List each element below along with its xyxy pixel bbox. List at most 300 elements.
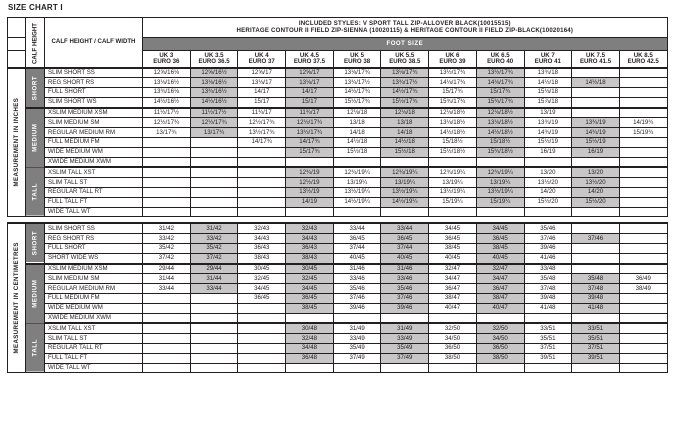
size-value: 39/51 — [524, 353, 572, 363]
uk-size: UK 7.5 — [586, 51, 606, 59]
chart-title: SIZE CHART I — [8, 3, 63, 12]
size-value — [238, 178, 286, 188]
size-value: 40/47 — [429, 303, 477, 313]
size-value: 15½/18 — [381, 147, 429, 157]
size-value — [190, 138, 238, 148]
row-label: XWIDE MEDIUM XWM — [45, 157, 143, 167]
size-value: 36/49 — [619, 274, 667, 284]
table-row — [8, 264, 668, 274]
size-value — [143, 147, 191, 157]
size-value — [619, 323, 667, 333]
size-value: 40/45 — [476, 253, 524, 263]
foot-size-column-header — [333, 51, 381, 68]
table-row — [8, 167, 668, 177]
size-value: 15½/18½ — [429, 147, 477, 157]
size-value: 36/43 — [286, 244, 334, 254]
size-value: 33/44 — [381, 223, 429, 233]
size-value: 34/45 — [429, 223, 477, 233]
table-row — [8, 234, 668, 244]
size-value: 12¾/19¼ — [333, 167, 381, 177]
size-value: 37/42 — [143, 253, 191, 263]
size-value: 37/51 — [572, 344, 620, 354]
size-value: 36/43 — [238, 244, 286, 254]
size-value: 35/46 — [524, 223, 572, 233]
size-value: 33/48 — [524, 264, 572, 274]
size-value — [619, 353, 667, 363]
row-label: FULL MEDIUM FM — [45, 294, 143, 304]
euro-size: EURO 38.5 — [389, 57, 421, 65]
size-value: 38/43 — [286, 253, 334, 263]
size-value: 12⅝/16⅛ — [143, 68, 191, 78]
size-value: 14½/19¼ — [333, 197, 381, 207]
size-value: 36/45 — [429, 234, 477, 244]
size-value: 14/19¾ — [619, 118, 667, 128]
size-value — [143, 138, 191, 148]
size-value: 34/43 — [238, 234, 286, 244]
size-value: 13¾/18 — [524, 68, 572, 78]
size-value: 33/44 — [333, 223, 381, 233]
size-value — [476, 207, 524, 217]
size-value: 31/44 — [143, 274, 191, 284]
size-value: 15½/17¾ — [333, 97, 381, 107]
foot-size-column-header — [429, 51, 477, 68]
uk-size: UK 4.5 — [299, 51, 319, 59]
size-value: 32/45 — [238, 274, 286, 284]
size-value: 37/44 — [381, 244, 429, 254]
size-value — [190, 197, 238, 207]
size-value: 35/51 — [572, 334, 620, 344]
uk-size: UK 5 — [350, 51, 365, 59]
size-value: 37/46 — [524, 234, 572, 244]
table-row — [8, 178, 668, 188]
table-row — [8, 334, 668, 344]
size-value: 35/48 — [524, 274, 572, 284]
size-value: 13½/19¼ — [429, 188, 477, 198]
size-value — [619, 147, 667, 157]
size-value — [238, 167, 286, 177]
size-value — [476, 313, 524, 323]
group-label: MEDIUM — [26, 108, 45, 168]
size-value: 15¾/18½ — [476, 147, 524, 157]
table-row — [8, 207, 668, 217]
size-value: 38/47 — [429, 294, 477, 304]
size-value: 14/18 — [333, 128, 381, 138]
size-value: 37/46 — [333, 294, 381, 304]
section-label: MEASUREMENT IN CENTIMETRES — [8, 223, 26, 372]
size-value: 15¾/17¾ — [429, 97, 477, 107]
size-value: 12⅛/18½ — [476, 108, 524, 118]
size-value: 13/18 — [333, 118, 381, 128]
size-value: 13/19¼ — [476, 178, 524, 188]
size-value: 36/50 — [476, 344, 524, 354]
size-value — [619, 344, 667, 354]
size-value: 12¾/19 — [286, 167, 334, 177]
size-value — [190, 323, 238, 333]
size-value — [333, 207, 381, 217]
size-value: 33/42 — [190, 234, 238, 244]
size-value — [238, 188, 286, 198]
size-value — [619, 234, 667, 244]
size-value: 34/50 — [429, 334, 477, 344]
uk-size: UK 7 — [540, 51, 555, 59]
size-value — [286, 207, 334, 217]
row-label: FULL SHORT — [45, 244, 143, 254]
size-value: 13½/17¾ — [238, 128, 286, 138]
size-value — [619, 264, 667, 274]
size-value — [190, 313, 238, 323]
size-value — [238, 157, 286, 167]
size-value: 35/49 — [333, 344, 381, 354]
size-value: 37/44 — [333, 244, 381, 254]
group-label: SHORT — [26, 223, 45, 263]
size-value: 14½/17¾ — [381, 88, 429, 98]
size-value: 34/47 — [476, 274, 524, 284]
size-value: 13⅛/18½ — [429, 118, 477, 128]
foot-size-column-header — [524, 51, 572, 68]
size-value — [143, 344, 191, 354]
size-value: 36/50 — [429, 344, 477, 354]
size-value: 38/47 — [476, 294, 524, 304]
size-value: 12½/17¾ — [190, 118, 238, 128]
size-value — [143, 353, 191, 363]
table-row — [8, 157, 668, 167]
size-value: 31/49 — [333, 323, 381, 333]
row-label: WIDE TALL WT — [45, 363, 143, 373]
size-value: 13½/17¾ — [429, 68, 477, 78]
size-value — [143, 334, 191, 344]
size-value: 14½/18 — [524, 78, 572, 88]
size-value: 13¾/16½ — [190, 88, 238, 98]
row-label: XSLIM MEDIUM XSM — [45, 108, 143, 118]
size-value: 14½/17¾ — [333, 88, 381, 98]
size-value — [572, 68, 620, 78]
table-row — [8, 284, 668, 294]
size-value: 32/47 — [476, 264, 524, 274]
size-value: 15/17 — [238, 97, 286, 107]
row-label: REG SHORT RS — [45, 234, 143, 244]
foot-size-column-header — [238, 51, 286, 68]
size-value: 30/45 — [238, 264, 286, 274]
size-value: 38/50 — [429, 353, 477, 363]
size-value: 30/45 — [286, 264, 334, 274]
size-value: 37/49 — [333, 353, 381, 363]
size-value: 13½/17¾ — [476, 68, 524, 78]
size-value: 36/45 — [476, 234, 524, 244]
size-value: 15/17¾ — [286, 147, 334, 157]
size-value: 13¾/16⅛ — [143, 88, 191, 98]
size-value — [572, 244, 620, 254]
row-label: REG SHORT RS — [45, 78, 143, 88]
size-value — [381, 363, 429, 373]
euro-size: EURO 41 — [534, 57, 561, 65]
size-value — [524, 313, 572, 323]
group-label: TALL — [26, 323, 45, 372]
header-spacer — [8, 38, 26, 51]
foot-size-column-header — [143, 51, 191, 68]
size-value: 36/45 — [333, 234, 381, 244]
row-label: WIDE TALL WT — [45, 207, 143, 217]
size-value — [572, 97, 620, 107]
size-value: 39/48 — [524, 294, 572, 304]
size-value: 31/44 — [190, 274, 238, 284]
size-value: 13/19 — [524, 108, 572, 118]
size-value: 39/46 — [381, 303, 429, 313]
size-value: 15¾/17¾ — [476, 97, 524, 107]
size-value — [190, 303, 238, 313]
foot-size-column-header — [381, 51, 429, 68]
size-value — [190, 167, 238, 177]
size-value — [143, 157, 191, 167]
size-value — [190, 207, 238, 217]
row-label: SLIM SHORT WS — [45, 97, 143, 107]
size-value: 37/42 — [190, 253, 238, 263]
header-row-styles — [8, 18, 668, 38]
size-value: 34/45 — [238, 284, 286, 294]
size-value: 14/17¾ — [238, 138, 286, 148]
size-value: 13⅛/16½ — [190, 78, 238, 88]
size-value: 14/17 — [238, 88, 286, 98]
size-value: 15/17¾ — [429, 88, 477, 98]
size-value: 15/19¾ — [619, 128, 667, 138]
size-value: 11½/17½ — [143, 108, 191, 118]
size-value — [572, 223, 620, 233]
row-label: SLIM TALL ST — [45, 178, 143, 188]
size-value: 32/50 — [476, 323, 524, 333]
size-value — [238, 313, 286, 323]
size-value: 35/51 — [524, 334, 572, 344]
size-value: 39/46 — [333, 303, 381, 313]
euro-size: EURO 41.5 — [579, 57, 612, 65]
header-spacer — [8, 18, 26, 38]
size-value: 31/46 — [333, 264, 381, 274]
size-value — [381, 313, 429, 323]
size-value: 14½/16½ — [190, 97, 238, 107]
size-value: 13/17¾ — [143, 128, 191, 138]
size-value: 11½/17½ — [190, 108, 238, 118]
size-value — [190, 344, 238, 354]
size-value: 40/45 — [381, 253, 429, 263]
size-value: 35/49 — [381, 344, 429, 354]
size-value — [143, 188, 191, 198]
row-label: REGULAR MEDIUM RM — [45, 128, 143, 138]
size-value: 40/45 — [429, 253, 477, 263]
size-value — [572, 207, 620, 217]
size-value — [619, 303, 667, 313]
size-value: 13¾/19 — [524, 118, 572, 128]
size-value: 15⅞/18 — [524, 97, 572, 107]
size-value — [476, 363, 524, 373]
foot-size-header: FOOT SIZE — [143, 38, 668, 51]
uk-size: UK 4 — [254, 51, 269, 59]
size-value — [429, 157, 477, 167]
size-value: 14¾/19 — [572, 128, 620, 138]
size-value: 37/46 — [572, 234, 620, 244]
table-row — [8, 138, 668, 148]
row-label: XSLIM TALL XST — [45, 167, 143, 177]
size-value: 12½/19 — [286, 178, 334, 188]
size-value: 35/42 — [190, 244, 238, 254]
size-chart-table — [7, 17, 668, 373]
size-value — [524, 207, 572, 217]
size-value — [238, 363, 286, 373]
size-value: 15½/19 — [524, 138, 572, 148]
size-value: 14½/18½ — [429, 128, 477, 138]
size-value: 13⅛/17¾ — [333, 68, 381, 78]
size-value — [381, 207, 429, 217]
size-value: 12½/17¾ — [286, 118, 334, 128]
size-value — [572, 264, 620, 274]
group-label: MEDIUM — [26, 264, 45, 324]
size-value — [238, 334, 286, 344]
size-value: 29/44 — [143, 264, 191, 274]
size-value: 13½/19¼ — [381, 188, 429, 198]
size-value — [143, 167, 191, 177]
size-value — [190, 363, 238, 373]
size-value: 30/48 — [286, 323, 334, 333]
row-label: SHORT WIDE WS — [45, 253, 143, 263]
size-value: 13/17¾ — [190, 128, 238, 138]
size-value: 38/45 — [476, 244, 524, 254]
table-row — [8, 274, 668, 284]
size-value: 36/47 — [476, 284, 524, 294]
size-value — [333, 157, 381, 167]
size-value: 37/51 — [524, 344, 572, 354]
size-value: 14/17 — [286, 88, 334, 98]
size-value: 36/45 — [286, 294, 334, 304]
size-value: 40/45 — [333, 253, 381, 263]
size-value — [143, 207, 191, 217]
euro-size: EURO 42.5 — [627, 57, 659, 65]
size-value — [429, 207, 477, 217]
size-value — [238, 303, 286, 313]
table-row — [8, 97, 668, 107]
size-value: 14½/18 — [381, 138, 429, 148]
size-value: 13/19¼ — [333, 178, 381, 188]
foot-size-column-header — [619, 51, 667, 68]
size-value: 32/48 — [286, 334, 334, 344]
size-value — [572, 253, 620, 263]
size-value: 12⅝/17 — [238, 68, 286, 78]
size-value: 13½/19 — [286, 188, 334, 198]
size-value: 39/48 — [572, 294, 620, 304]
table-row — [8, 253, 668, 263]
size-value: 33/42 — [143, 234, 191, 244]
size-value — [619, 197, 667, 207]
size-value: 14½/18 — [572, 78, 620, 88]
euro-size: EURO 36.5 — [198, 57, 230, 65]
table-row — [8, 244, 668, 254]
size-value: 15½/18 — [333, 147, 381, 157]
size-value — [143, 363, 191, 373]
foot-size-column-header — [572, 51, 620, 68]
size-value — [619, 157, 667, 167]
size-value — [238, 147, 286, 157]
size-value — [429, 363, 477, 373]
size-value: 40/47 — [476, 303, 524, 313]
row-label: FULL MEDIUM FM — [45, 138, 143, 148]
size-value: 16/19 — [572, 147, 620, 157]
size-value: 15/18½ — [476, 138, 524, 148]
size-value: 12⅝/17 — [286, 68, 334, 78]
included-styles — [143, 18, 668, 38]
size-value: 15/19¼ — [429, 197, 477, 207]
size-value — [143, 294, 191, 304]
row-label: SLIM TALL ST — [45, 334, 143, 344]
size-value: 39/51 — [572, 353, 620, 363]
size-value: 38/45 — [286, 303, 334, 313]
group-label: SHORT — [26, 68, 45, 108]
row-label: SLIM SHORT SS — [45, 68, 143, 78]
size-value: 37/48 — [572, 284, 620, 294]
size-value: 12⅝/16½ — [190, 68, 238, 78]
calf-height-width-header: CALF HEIGHT / CALF WIDTH — [45, 18, 143, 68]
size-value: 12⅛/18 — [333, 108, 381, 118]
table-row — [8, 223, 668, 233]
size-value — [476, 157, 524, 167]
size-value — [190, 157, 238, 167]
table-row — [8, 344, 668, 354]
table-row — [8, 188, 668, 198]
size-value: 13⅛/16½ — [143, 78, 191, 88]
size-value — [619, 294, 667, 304]
size-value: 39/46 — [524, 244, 572, 254]
uk-size: UK 6.5 — [490, 51, 510, 59]
size-value: 36/47 — [429, 284, 477, 294]
section-label: MEASUREMENT IN INCHES — [8, 68, 26, 217]
table-row — [8, 353, 668, 363]
row-label: SLIM MEDIUM SM — [45, 118, 143, 128]
table-row — [8, 303, 668, 313]
size-value — [524, 157, 572, 167]
row-label: FULL SHORT — [45, 88, 143, 98]
included-styles-line: HERITAGE CONTOUR II FIELD ZIP-SIENNA (10020115) & HERITAGE CONTOUR II FIELD ZIP-BLACK(10020164) — [236, 26, 574, 34]
size-value: 32/43 — [238, 223, 286, 233]
row-label: REGULAR MEDIUM RM — [45, 284, 143, 294]
size-value: 33/49 — [333, 334, 381, 344]
size-value — [572, 313, 620, 323]
calf-height-header: CALF HEIGHT — [26, 18, 45, 68]
size-value — [619, 138, 667, 148]
size-value: 15½/20 — [524, 197, 572, 207]
size-value: 35/46 — [333, 284, 381, 294]
size-value: 13¾/17½ — [381, 78, 429, 88]
row-label: FULL TALL FT — [45, 197, 143, 207]
size-value — [524, 363, 572, 373]
size-value: 33/46 — [333, 274, 381, 284]
size-value: 37/49 — [381, 353, 429, 363]
size-value: 35/48 — [572, 274, 620, 284]
size-value: 15/18½ — [429, 138, 477, 148]
size-value: 12½/17¾ — [238, 118, 286, 128]
table-row — [8, 313, 668, 323]
uk-size: UK 8.5 — [633, 51, 653, 59]
size-value — [238, 197, 286, 207]
size-value: 34/48 — [286, 344, 334, 354]
size-value — [619, 78, 667, 88]
size-value: 35/46 — [381, 284, 429, 294]
size-value — [619, 178, 667, 188]
size-value — [572, 88, 620, 98]
size-value — [190, 334, 238, 344]
size-value — [286, 313, 334, 323]
size-value — [190, 188, 238, 198]
size-value: 15/17 — [286, 97, 334, 107]
size-value — [381, 157, 429, 167]
foot-size-column-header — [286, 51, 334, 68]
euro-size: EURO 37 — [248, 57, 275, 65]
size-value: 13¾/19 — [572, 118, 620, 128]
size-value — [572, 108, 620, 118]
